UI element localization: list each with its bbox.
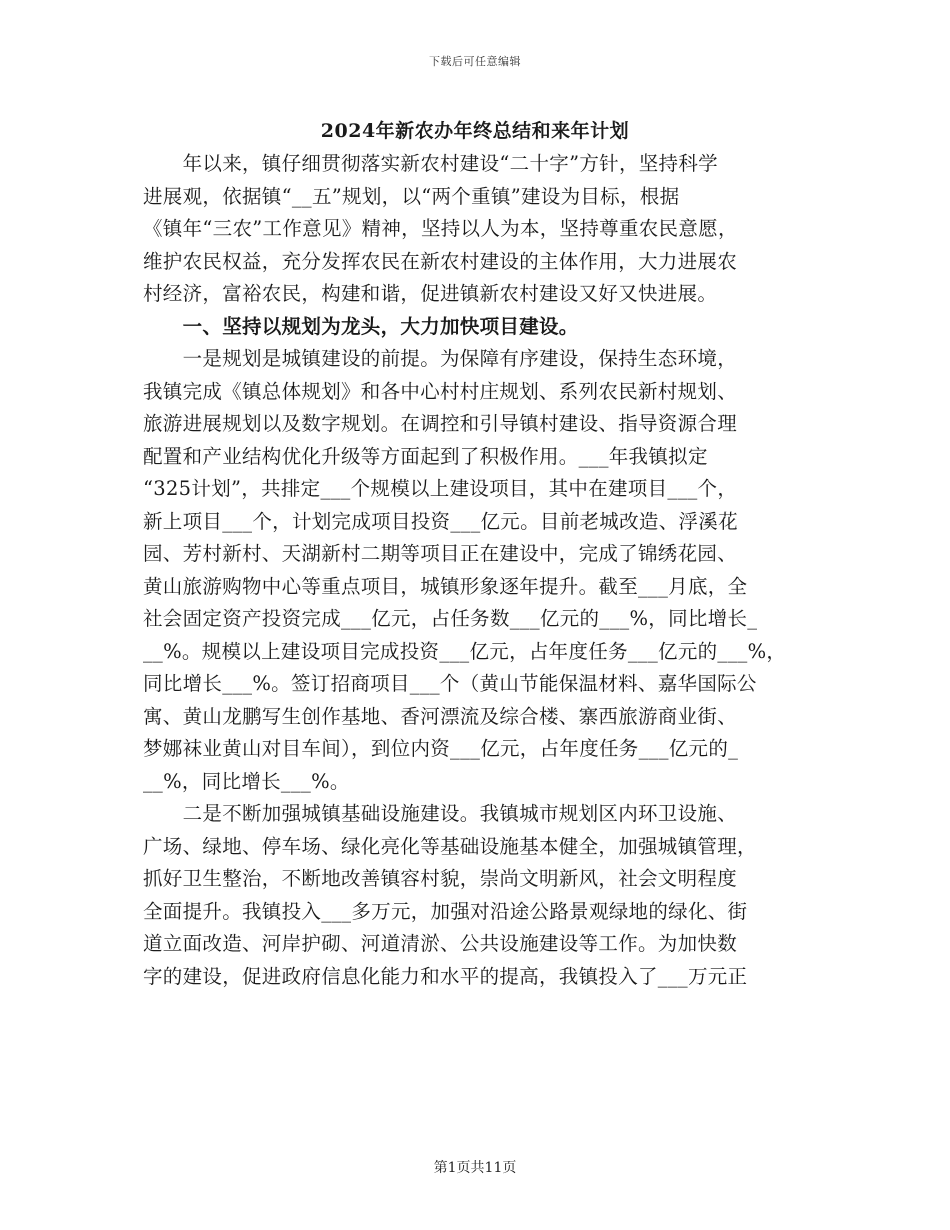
body-line: 村经济，富裕农民，构建和谐，促进镇新农村建设又好又快进展。 <box>143 282 718 305</box>
body-line: 全面提升。我镇投入___多万元，加强对沿途公路景观绿地的绿化、街 <box>143 899 748 923</box>
body-line: __%，同比增长___%。 <box>143 769 350 793</box>
body-line: 同比增长___%。签订招商项目___个（黄山节能保温材料、嘉华国际公 <box>143 672 757 695</box>
body-line: 道立面改造、河岸护砌、河道清淤、公共设施建设等工作。为加快数 <box>143 932 738 955</box>
body-line: 旅游进展规划以及数字规划。在调控和引导镇村建设、指导资源合理 <box>143 412 738 435</box>
body-line: 园、芳村新村、天湖新村二期等项目正在建设中，完成了锦绣花园、 <box>143 542 738 565</box>
page-number: 第1页共11页 <box>433 1160 517 1176</box>
body-line: __%。规模以上建设项目完成投资___亿元，占年度任务___亿元的___%， <box>143 639 787 663</box>
body-line: 《镇年“三农”工作意见》精神，坚持以人为本，坚持尊重农民意愿， <box>143 217 738 240</box>
body-line: 进展观，依据镇“__五”规划，以“两个重镇”建设为目标，根据 <box>143 184 680 208</box>
body-line: 配置和产业结构优化升级等方面起到了积极作用。___年我镇拟定 <box>143 444 708 468</box>
body-line: 黄山旅游购物中心等重点项目，城镇形象逐年提升。截至___月底，全 <box>143 574 748 598</box>
body-line: “325计划”，共排定___个规模以上建设项目，其中在建项目___个， <box>143 477 738 500</box>
document-body <box>143 148 807 993</box>
body-line: 广场、绿地、停车场、绿化亮化等基础设施基本健全，加强城镇管理， <box>143 834 757 858</box>
document-title: 2024年新农办年终总结和来年计划 <box>320 120 630 142</box>
download-note: 下载后可任意编辑 <box>429 55 521 68</box>
body-line: 抓好卫生整治，不断地改善镇容村貌，崇尚文明新风，社会文明程度 <box>143 867 738 890</box>
body-line: 梦娜袜业黄山对目车间），到位内资___亿元，占年度任务___亿元的_ <box>143 737 739 760</box>
body-line: 二是不断加强城镇基础设施建设。我镇城市规划区内环卫设施、 <box>143 802 738 825</box>
body-line: 维护农民权益，充分发挥农民在新农村建设的主体作用，大力进展农 <box>143 249 738 273</box>
body-line: 新上项目___个，计划完成项目投资___亿元。目前老城改造、浮溪花 <box>143 509 738 533</box>
body-line: 字的建设，促进政府信息化能力和水平的提高，我镇投入了___万元正 <box>143 964 748 988</box>
body-line: 寓、黄山龙鹏写生创作基地、香河漂流及综合楼、寨西旅游商业街、 <box>143 704 738 728</box>
body-line: 一是规划是城镇建设的前提。为保障有序建设，保持生态环境， <box>143 347 738 370</box>
body-line: 社会固定资产投资完成___亿元，占任务数___亿元的___%，同比增长_ <box>143 607 758 630</box>
section-heading: 一、坚持以规划为龙头，大力加快项目建设。 <box>143 314 579 338</box>
body-line: 我镇完成《镇总体规划》和各中心村村庄规划、系列农民新村规划、 <box>143 379 738 403</box>
body-line: 年以来，镇仔细贯彻落实新农村建设“二十字”方针，坚持科学 <box>143 152 718 175</box>
